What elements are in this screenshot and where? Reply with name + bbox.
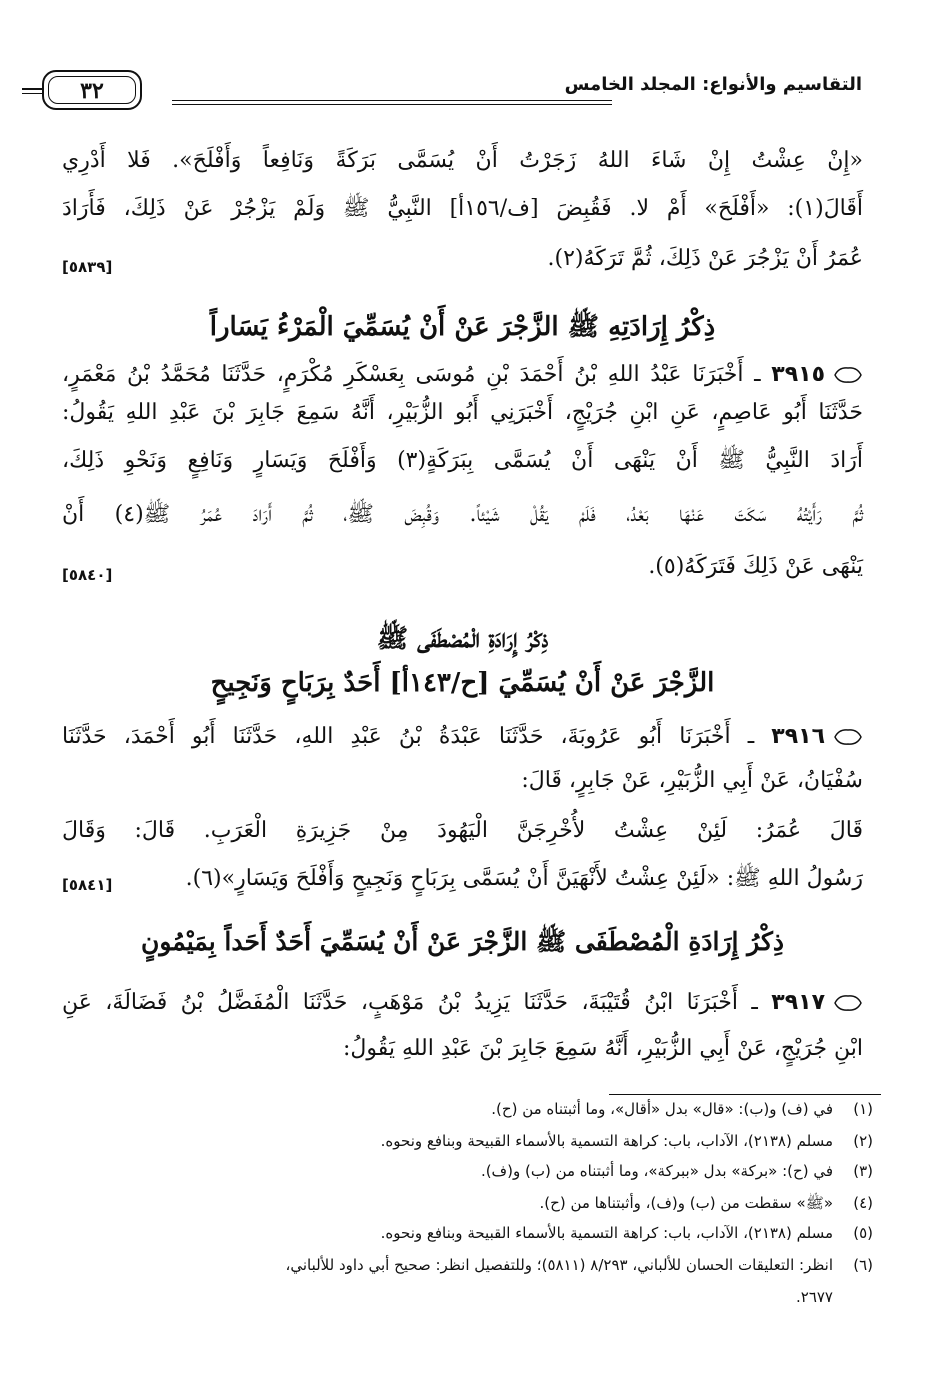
chapter-heading: الزَّجْرَ عَنْ أَنْ يُسَمِّيَ [ح/١٤٣أ] أَحَدٌ بِرَبَاحٍ وَنَجِيحٍ — [210, 668, 715, 698]
hadith-number: ٣٩١٥ — [771, 362, 825, 387]
khabar-badge-icon — [833, 993, 863, 1013]
hadith-ref: [٥٨٤٠] — [62, 566, 113, 584]
khabar-badge-icon — [833, 727, 863, 747]
hadith-first-line — [62, 722, 863, 752]
footnote: (٥)مسلم (٢١٣٨)، الآداب، باب: كراهة التسمية بالأسماء القبيحة وبنافع ونحوه. — [380, 1224, 873, 1242]
text-line: سُفْيَانُ، عَنْ أَبِي الزُّبَيْرِ، عَنْ جَابِرٍ، قَالَ: — [521, 768, 863, 793]
footnote: (٢)مسلم (٢١٣٨)، الآداب، باب: كراهة التسمية بالأسماء القبيحة وبنافع ونحوه. — [380, 1132, 873, 1150]
footnote: (٤)«ﷺ» سقطت من (ب) و(ف)، وأثبتناها من (ح). — [539, 1194, 873, 1212]
text-line: حَدَّثَنَا أَبُو عَاصِمٍ، عَنِ ابْنِ جُرَيْجٍ، أَخْبَرَنِي أَبُو الزُّبَيْرِ، أَنَّهُ سَمِعَ جَابِرَ بْنَ عَبْدِ اللهِ يَقُولُ: — [62, 400, 863, 425]
hadith-first-line — [62, 360, 863, 390]
footnote-separator — [609, 1094, 881, 1095]
footnote: (١)في (ف) و(ب): «قال» بدل «أقال»، وما أثبتناه من (ح). — [491, 1100, 873, 1118]
running-title: التقاسيم والأنواع: المجلد الخامس — [564, 74, 862, 95]
hadith-text: ـ أَخْبَرَنَا ابْنُ قُتَيْبَةَ، حَدَّثَنَا يَزِيدُ بْنُ مَوْهَبٍ، حَدَّثَنَا الْمُفَضَّلُ بْنُ فَضَالَةَ، عَنِ — [62, 990, 758, 1015]
page-number-frame — [42, 70, 142, 110]
hadith-first-line — [62, 988, 863, 1018]
hadith-ref: [٥٨٣٩] — [62, 258, 113, 276]
text-line: ابْنِ جُرَيْجٍ، عَنْ أَبِي الزُّبَيْرِ، أَنَّهُ سَمِعَ جَابِرَ بْنَ عَبْدِ اللهِ يَقُولُ: — [342, 1036, 863, 1061]
text-line: ثُمَّ رَأَيْتُهُ سَكَتَ عَنْهَا بَعْدُ، فَلَمْ يَقُلْ شَيْئاً. وَقُبِضَ ﷺ، ثُمَّ أَرَادَ عُمَرُ ﷺ(٤) أَنْ — [62, 502, 863, 527]
page-number: ٣٢ — [48, 76, 136, 104]
hadith-text: ـ أَخْبَرَنَا أَبُو عَرُوبَةَ، حَدَّثَنَا عَبْدَةُ بْنُ عَبْدِ اللهِ، حَدَّثَنَا أَبُو أَحْمَدَ، حَدَّثَنَا — [62, 724, 755, 749]
text-line: يَنْهَى عَنْ ذَلِكَ فَتَرَكَهُ(٥). — [648, 554, 863, 579]
page-header — [22, 70, 862, 114]
text-line: عُمَرُ أَنْ يَزْجُرَ عَنْ ذَلِكَ، ثُمَّ تَرَكَهُ(٢). — [547, 246, 863, 271]
text-line: «إِنْ عِشْتُ إِنْ شَاءَ اللهُ زَجَرْتُ أَنْ يُسَمَّى بَرَكَةً وَنَافِعاً وَأَفْلَحَ». فَلا أَدْرِي — [62, 148, 863, 173]
hadith-number: ٣٩١٧ — [771, 990, 825, 1015]
chapter-heading: ذِكْرُ إِرَادَةِ الْمُصْطَفَى ﷺ الزَّجْرَ عَنْ أَنْ يُسَمِّيَ أَحَدٌ أَحَداً بِمَيْمُونٍ — [140, 927, 785, 956]
text-line: أَقَالَ(١): «أَفْلَحَ» أَمْ لا. فَقُبِضَ [ف/١٥٦أ] النَّبِيُّ ﷺ وَلَمْ يَزْجُرْ عَنْ ذَلِكَ، فَأَرَادَ — [62, 196, 864, 221]
footnote: (٦)انظر: التعليقات الحسان للألباني، ٨/٢٩٣ (٥٨١١)؛ وللتفصيل انظر: صحيح أبي داود للألباني، — [285, 1256, 873, 1274]
text-line: رَسُولُ اللهِ ﷺ: «لَئِنْ عِشْتُ لأَنْهَيَنَّ أَنْ يُسَمَّى بِرَبَاحٍ وَنَجِيحٍ وَأَفْلَحَ وَيَسَارٍ»(٦). — [185, 866, 863, 891]
chapter-heading: ذِكْرُ إِرَادَةِ الْمُصْطَفَى ﷺ — [376, 624, 549, 654]
hadith-number: ٣٩١٦ — [771, 724, 825, 749]
footnote: ٢٦٧٧. — [795, 1288, 833, 1306]
header-rule-double — [172, 104, 612, 105]
footnote: (٣)في (ح): «بركة» بدل «ببركة»، وما أثبتناه من (ب) و(ف). — [480, 1162, 873, 1180]
khabar-badge-icon — [833, 365, 863, 385]
hadith-ref: [٥٨٤١] — [62, 876, 113, 894]
text-line: قَالَ عُمَرُ: لَئِنْ عِشْتُ لأُخْرِجَنَّ الْيَهُودَ مِنْ جَزِيرَةِ الْعَرَبِ. قَالَ: وَقَالَ — [62, 818, 863, 843]
chapter-heading: ذِكْرُ إِرَادَتِهِ ﷺ الزَّجْرَ عَنْ أَنْ يُسَمِّيَ الْمَرْءُ يَسَاراً — [209, 312, 716, 342]
hadith-text: ـ أَخْبَرَنَا عَبْدُ اللهِ بْنُ أَحْمَدَ بْنِ مُوسَى بِعَسْكَرِ مُكْرَمٍ، حَدَّثَنَا مُحَمَّدُ بْنُ مَعْمَرٍ، — [62, 362, 761, 387]
text-line: أَرَادَ النَّبِيُّ ﷺ أَنْ يَنْهَى أَنْ يُسَمَّى بِبَرَكَةٍ(٣) وَأَفْلَحَ وَيَسَارٍ وَنَافِعٍ وَنَحْوِ ذَلِكَ، — [62, 448, 864, 473]
header-rule — [172, 100, 612, 101]
